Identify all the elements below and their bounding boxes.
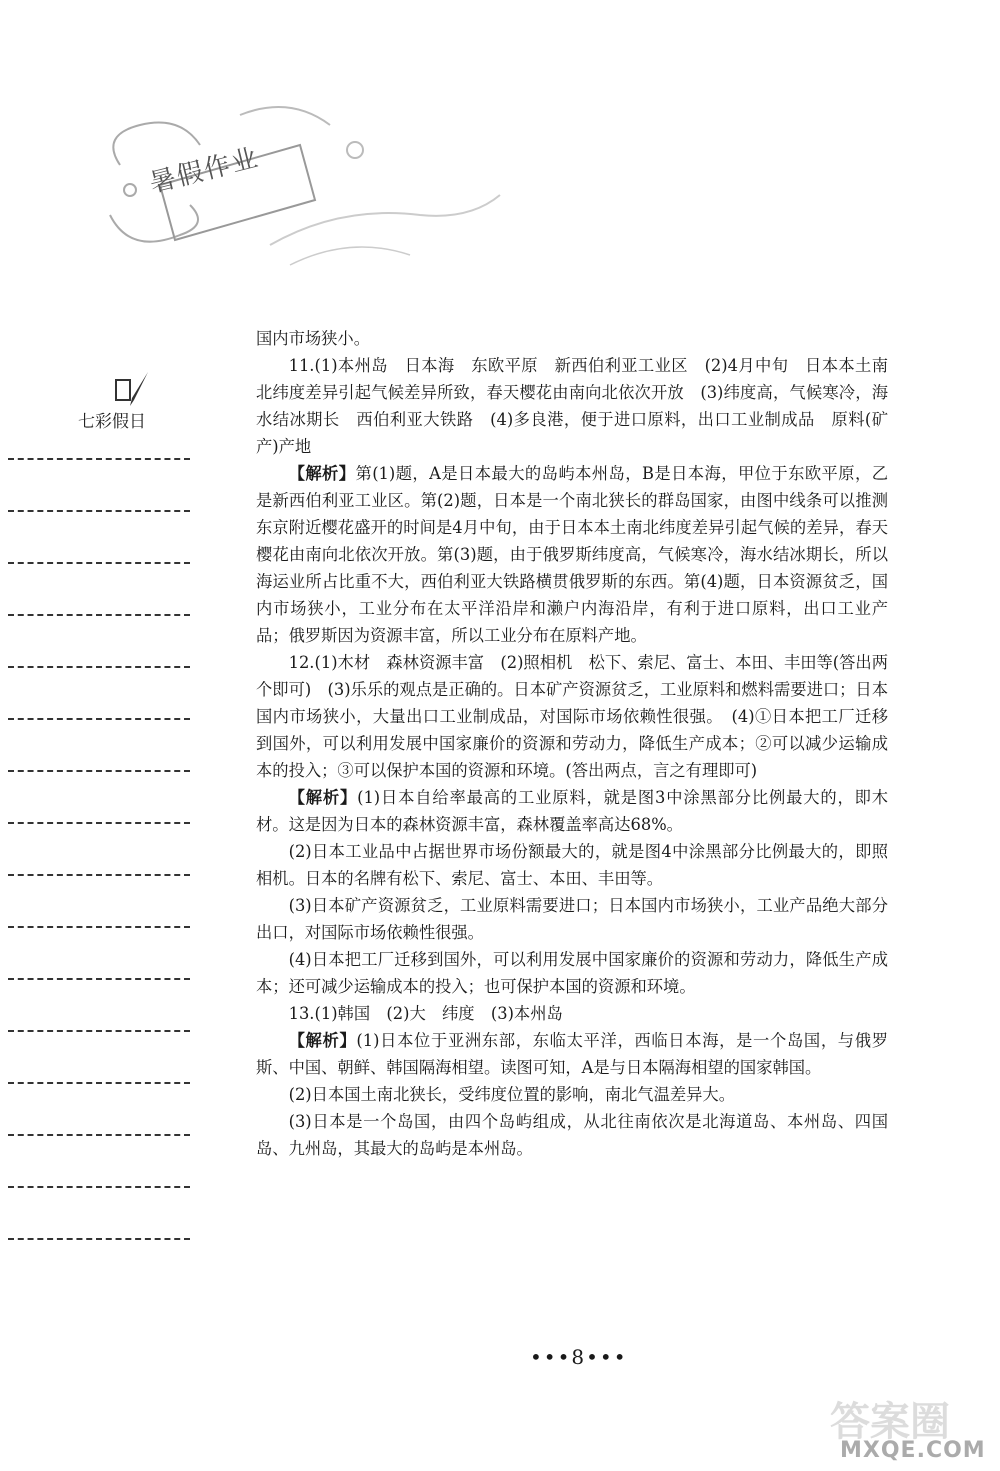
analysis-paragraph: (2)日本工业品中占据世界市场份额最大的，就是图4中涂黑部分比例最大的，即照相机。日本的名牌有松下、索尼、富士、本田、丰田等。 xyxy=(256,842,888,888)
note-line xyxy=(8,1082,190,1084)
question-11-answer: 11.(1)本州岛 日本海 东欧平原 新西伯利亚工业区 (2)4月中旬 日本本土南北纬度差异引起气候差异所致，春天樱花由南向北依次开放 (3)纬度高，气候寒冷，海水结冰期长 西伯利亚大铁路 (4)多良港，便于进口原料，出口工业制成品 原料(矿产)产地 xyxy=(256,356,888,456)
analysis-text: 第(1)题，A是日本最大的岛屿本州岛，B是日本海，甲位于东欧平原，乙是新西伯利亚工业区。第(2)题，日本是一个南北狭长的群岛国家，由图中线条可以推测东京附近樱花盛开的时间是4月中旬，由于日本本土南北纬度差异引起气候的差异，春天樱花由南向北依次开放。第(3)题，由于俄罗斯纬度高，气候寒冷，海水结冰期长，所以海运业所占比重不大，西伯利亚大铁路横贯俄罗斯的东西。第(4)题，日本资源贫乏，国内市场狭小，工业分布在太平洋沿岸和濑户内海沿岸，有利于进口原料，出口工业产品；俄罗斯因为资源丰富，所以工业分布在原料产地。 xyxy=(256,464,888,645)
note-line xyxy=(8,614,190,616)
page-header-title: 暑假作业 xyxy=(146,142,263,200)
note-line xyxy=(8,978,190,980)
question-11-analysis xyxy=(256,460,888,649)
question-13-answer: 13.(1)韩国 (2)大 纬度 (3)本州岛 xyxy=(288,1004,563,1023)
note-line xyxy=(8,458,190,460)
analysis-tag: 【解析】 xyxy=(288,788,358,807)
note-line xyxy=(8,1186,190,1188)
note-line xyxy=(8,770,190,772)
note-line xyxy=(8,926,190,928)
analysis-text: (1)日本自给率最高的工业原料，就是图3中涂黑部分比例最大的，即木材。这是因为日本的森林资源丰富，森林覆盖率高达68%。 xyxy=(256,788,888,834)
note-line xyxy=(8,510,190,512)
analysis-text: (1)日本位于亚洲东部，东临太平洋，西临日本海，是一个岛国，与俄罗斯、中国、朝鲜、韩国隔海相望。读图可知，A是与日本隔海相望的国家韩国。 xyxy=(256,1031,888,1077)
note-line xyxy=(8,718,190,720)
analysis-paragraph: (4)日本把工厂迁移到国外，可以利用发展中国家廉价的资源和劳动力，降低生产成本；还可减少运输成本的投入；也可保护本国的资源和环境。 xyxy=(256,950,888,996)
note-line xyxy=(8,822,190,824)
question-12-answer: 12.(1)木材 森林资源丰富 (2)照相机 松下、索尼、富士、本田、丰田等(答出两个即可) (3)乐乐的观点是正确的。日本矿产资源贫乏，工业原料和燃料需要进口；日本国内市场狭小，大量出口工业制成品，对国际市场依赖性很强。 (4)①日本把工厂迁移到国外，可以利用发展中国家廉价的资源和劳动力，降低生产成本；②可以减少运输成本的投入；③可以保护本国的资源和环境。(答出两点，言之有理即可) xyxy=(256,653,888,780)
analysis-tag: 【解析】 xyxy=(288,1031,357,1050)
page-number: •••8••• xyxy=(530,1345,628,1369)
question-13-analysis xyxy=(256,1027,888,1081)
note-line xyxy=(8,874,190,876)
analysis-tag: 【解析】 xyxy=(288,464,356,483)
note-line xyxy=(8,562,190,564)
watermark-url: MXQE.COM xyxy=(840,1438,986,1463)
note-line xyxy=(8,666,190,668)
note-line xyxy=(8,1134,190,1136)
note-line xyxy=(8,1030,190,1032)
analysis-paragraph: (2)日本国土南北狭长，受纬度位置的影响，南北气温差异大。 xyxy=(288,1085,735,1104)
analysis-paragraph: (3)日本矿产资源贫乏，工业原料需要进口；日本国内市场狭小，工业产品绝大部分出口，对国际市场依赖性很强。 xyxy=(256,896,888,942)
sidebar-label: 七彩假日 xyxy=(78,412,146,432)
watermark-logo: 答案圈 xyxy=(830,1399,950,1445)
answer-content xyxy=(256,325,888,1162)
note-line xyxy=(8,1238,190,1240)
analysis-paragraph: (3)日本是一个岛国，由四个岛屿组成，从北往南依次是北海道岛、本州岛、四国岛、九州岛，其最大的岛屿是本州岛。 xyxy=(256,1112,888,1158)
question-12-analysis xyxy=(256,784,888,838)
text-line: 国内市场狭小。 xyxy=(256,329,370,348)
